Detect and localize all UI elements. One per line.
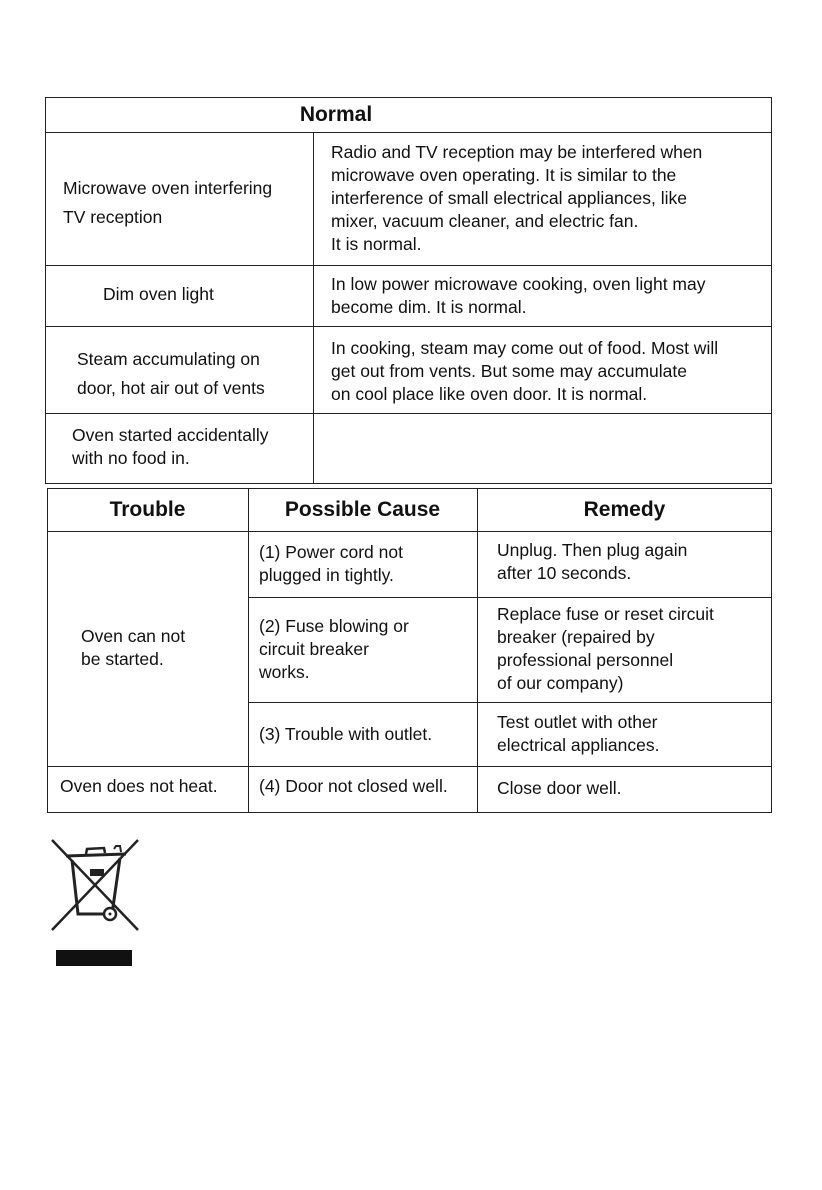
trouble-header: Trouble	[109, 498, 186, 521]
remedy-header: Remedy	[583, 498, 666, 521]
divider	[248, 597, 772, 598]
divider	[47, 766, 772, 767]
cause-header: Possible Cause	[284, 498, 441, 521]
cause-cell: (1) Power cord not plugged in tightly.	[259, 542, 403, 585]
remedy-cell: Replace fuse or reset circuit breaker (repaired by professional personnel of our company)	[497, 604, 714, 693]
divider	[313, 132, 314, 484]
normal-issue: Dim oven light	[103, 284, 214, 304]
divider	[47, 531, 772, 532]
crossed-out-wheelie-bin-icon	[44, 836, 144, 973]
normal-issue: Microwave oven interfering TV reception	[63, 178, 273, 227]
remedy-cell: Test outlet with other electrical appliances.	[497, 712, 660, 755]
divider	[45, 132, 772, 133]
divider	[477, 488, 478, 813]
normal-explanation: Radio and TV reception may be interfered when microwave oven operating. It is similar to the interference of small electrical appliances, like mixer, vacuum cleaner, and electric fan. It is normal.	[331, 142, 703, 254]
normal-issue: Oven started accidentally with no food in.	[72, 425, 269, 468]
divider	[45, 413, 772, 414]
normal-issue: Steam accumulating on door, hot air out of vents	[77, 349, 265, 398]
divider	[45, 265, 772, 266]
cause-cell: (2) Fuse blowing or circuit breaker works.	[259, 616, 409, 682]
remedy-cell: Unplug. Then plug again after 10 seconds.	[497, 540, 688, 583]
divider	[248, 488, 249, 813]
trouble-cell: Oven can not be started.	[81, 626, 186, 669]
normal-header: Normal	[299, 103, 373, 126]
cause-cell: (3) Trouble with outlet.	[259, 724, 433, 744]
remedy-cell: Close door well.	[497, 778, 622, 798]
divider	[248, 702, 772, 703]
cause-cell: (4) Door not closed well.	[259, 776, 448, 796]
normal-explanation: In low power microwave cooking, oven light may become dim. It is normal.	[331, 274, 706, 317]
trouble-cell: Oven does not heat.	[60, 776, 218, 796]
normal-explanation: In cooking, steam may come out of food. Most will get out from vents. But some may accumulate on cool place like oven door. It is normal.	[331, 338, 719, 404]
divider	[45, 326, 772, 327]
